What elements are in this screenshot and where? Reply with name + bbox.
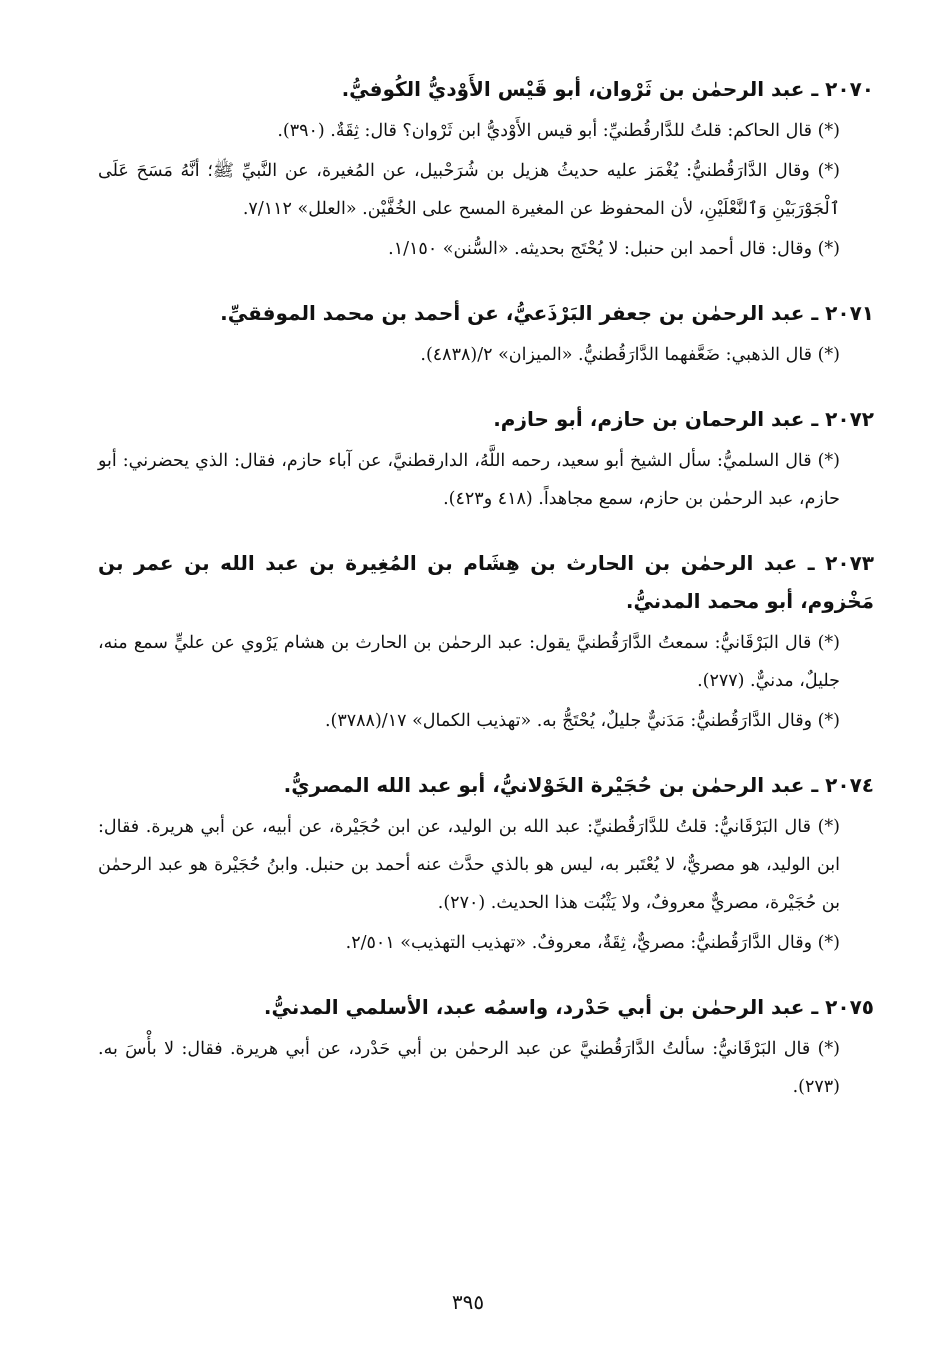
entry-paragraph: (*) وقال الدَّارَقُطنيُّ: مصريٌّ، ثِقَةٌ، معروفٌ. «تهذيب التهذيب» ٢/٥٠١.: [345, 933, 840, 953]
entry-paragraph: (*) قال البَرْقَانيُّ: سمعتُ الدَّارَقُطنيَّ يقول: عبد الرحمٰن بن الحارث بن هشام يَرْوي عن عليٍّ سمع منه، جليلٌ، مدنيٌّ. (٢٧٧).: [98, 633, 840, 691]
entry-2072: [98, 400, 874, 518]
entry-heading: ٢٠٧٢ ـ عبد الرحمان بن حازم، أبو حازم.: [493, 407, 874, 431]
entry-paragraph: (*) وقال الدَّارَقُطنيُّ: يُغْمَز عليه حديثُ هزيل بن شُرَحْبيل، عن المُغيرة، عن النَّبيِّ ﷺ؛ أنَّهُ مَسَحَ عَلَى ٱلْجَوْرَبَيْنِ وَٱلنَّعْلَيْنِ، لأن المحفوظ عن المغيرة المسح على الخُفَّيْن. «العلل» ٧/١١٢.: [98, 161, 840, 219]
entry-2073: [98, 544, 874, 740]
page-body: [98, 70, 874, 1132]
entry-heading: ٢٠٧٣ ـ عبد الرحمٰن بن الحارث بن هِشَام بن المُغِيرة بن عبد الله بن عمر بن مَخْزوم، أبو محمد المدنيُّ.: [98, 551, 874, 613]
entry-heading: ٢٠٧١ ـ عبد الرحمٰن بن جعفر البَرْذَعيُّ، عن أحمد بن محمد الموفقيِّ.: [220, 301, 874, 325]
entry-2074: [98, 766, 874, 962]
entry-heading: ٢٠٧٠ ـ عبد الرحمٰن بن ثَرْوان، أبو قَيْس الأَوْديُّ الكُوفيُّ.: [341, 77, 874, 101]
entry-paragraph: (*) وقال: قال أحمد ابن حنبل: لا يُحْتَج بحديثه. «السُّنن» ١/١٥٠.: [388, 239, 840, 259]
entry-heading: ٢٠٧٥ ـ عبد الرحمٰن بن أبي حَدْرد، واسمُه عبد، الأسلمي المدنيُّ.: [263, 995, 874, 1019]
entry-paragraph: (*) وقال الدَّارَقُطنيُّ: مَدَنيٌّ جليلٌ، يُحْتَجُّ به. «تهذيب الكمال» ١٧/(٣٧٨٨).: [324, 711, 840, 731]
entry-paragraph: (*) قال البَرْقَانيُّ: سألتُ الدَّارَقُطنيَّ عن عبد الرحمٰن بن أبي حَدْرد، عن أبي هريرة. فقال: لا بأْسَ به. (٢٧٣).: [98, 1039, 840, 1097]
entry-2075: [98, 988, 874, 1106]
entry-2070: [98, 70, 874, 268]
entry-heading: ٢٠٧٤ ـ عبد الرحمٰن بن حُجَيْرة الخَوْلانيُّ، أبو عبد الله المصريُّ.: [283, 773, 874, 797]
entry-2071: [98, 294, 874, 374]
entry-paragraph: (*) قال البَرْقَانيُّ: قلتُ للدَّارَقُطنيِّ: عبد الله بن الوليد، عن ابن حُجَيْرة، عن أبيه، عن أبي هريرة. فقال: ابن الوليد، هو مصريٌّ، لا يُعْتَبر به، ليس هو بالذي حدَّث عنه أحمد بن حنبل. وابنُ حُجَيْرة هو عبد الرحمٰن بن حُجَيْرة، مصريٌّ معروفٌ، ولا يَثْبُت هذا الحديث. (٢٧٠).: [98, 817, 840, 913]
entry-paragraph: (*) قال الذهبي: ضَعَّفهما الدَّارَقُطنيُّ. «الميزان» ٢/(٤٨٣٨).: [420, 345, 840, 365]
page-number: ٣٩٥: [451, 1290, 485, 1314]
entry-paragraph: (*) قال السلميُّ: سأل الشيخ أبو سعيد، رحمه اللَّهُ، الدارقطنيَّ، عن آباء حازم، فقال: الذي يحضرني: أبو حازم، عبد الرحمٰن بن حازم، سمع مجاهداً. (٤١٨ و٤٢٣).: [98, 451, 840, 509]
entry-paragraph: (*) قال الحاكم: قلتُ للدَّارقُطنيِّ: أبو قيس الأَوْديُّ ابن ثَرْوان؟ قال: ثِقَةٌ. (٣٩٠).: [277, 121, 840, 141]
